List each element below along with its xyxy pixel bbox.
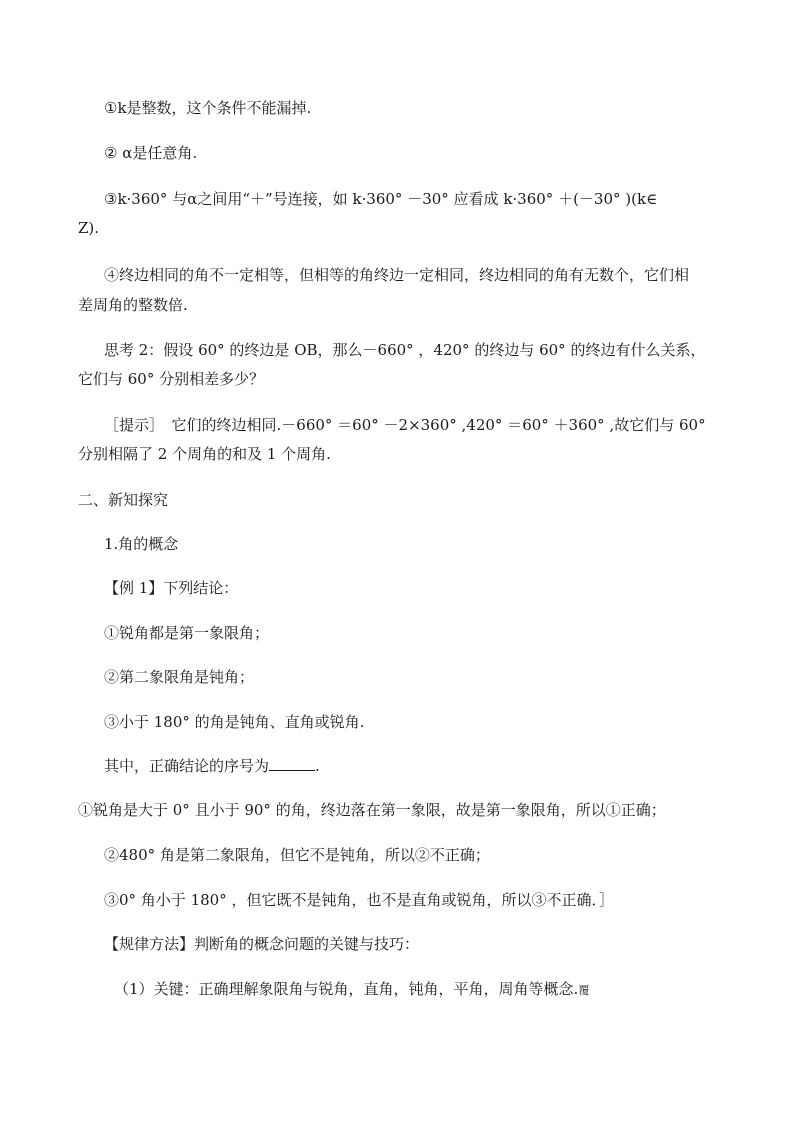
example1-prompt bbox=[104, 756, 320, 776]
example1-statement-3: ③小于 180° 的角是钝角、直角或锐角. bbox=[104, 713, 365, 731]
note-terminal-side-line1: ④终边相同的角不一定相等，但相等的角终边一定相同，终边相同的角有无数个，它们相 bbox=[104, 266, 690, 284]
think2-question-line1: 思考 2：假设 60° 的终边是 OB，那么－660° ，420° 的终边与 60° 的终边有什么关系， bbox=[104, 341, 706, 359]
method-key-point bbox=[114, 979, 589, 1001]
think2-question-line2: 它们与 60° 分别相差多少？ bbox=[78, 370, 265, 388]
example1-prompt-end: . bbox=[315, 757, 320, 775]
solution-2: ②480° 角是第二象限角，但它不是钝角，所以②不正确； bbox=[104, 846, 490, 864]
example1-heading: 【例 1】下列结论： bbox=[104, 579, 239, 597]
method-heading: 【规律方法】判断角的概念问题的关键与技巧： bbox=[104, 935, 420, 953]
example1-statement-1: ①锐角都是第一象限角； bbox=[104, 624, 270, 642]
subsection-angle-concept: 1.角的概念 bbox=[104, 535, 179, 553]
section-heading-new-knowledge: 二、新知探究 bbox=[78, 491, 169, 509]
hint-answer-line2: 分别相隔了 2 个周角的和及 1 个周角. bbox=[78, 445, 331, 463]
example1-statement-2: ②第二象限角是钝角； bbox=[104, 668, 255, 686]
stray-glyph: 覆 bbox=[578, 984, 590, 997]
note-k-integer: ①k是整数，这个条件不能漏掉. bbox=[104, 99, 312, 117]
note-alpha-any-angle: ② α是任意角. bbox=[104, 144, 198, 162]
note-plus-sign-line1: ③k·360° 与α之间用“＋”号连接，如 k·360° －30° 应看成 k·360° ＋(－30° )(k∈ bbox=[104, 190, 658, 208]
note-plus-sign-line2: Z). bbox=[78, 219, 100, 237]
hint-answer-line1: ［提示］ 它们的终边相同.－660° ＝60° －2×360° ,420° ＝60° ＋360° ,故它们与 60° bbox=[104, 416, 706, 434]
example1-prompt-text: 其中，正确结论的序号为 bbox=[104, 757, 270, 775]
note-terminal-side-line2: 差周角的整数倍. bbox=[78, 296, 188, 314]
solution-1: ①锐角是大于 0° 且小于 90° 的角，终边落在第一象限，故是第一象限角，所以①正确； bbox=[78, 801, 666, 819]
method-key-point-text: （1）关键：正确理解象限角与锐角，直角，钝角，平角，周角等概念. bbox=[114, 980, 579, 998]
solution-3: ③0° 角小于 180° ，但它既不是钝角，也不是直角或锐角，所以③不正确．］ bbox=[104, 891, 614, 909]
answer-blank bbox=[269, 756, 315, 771]
